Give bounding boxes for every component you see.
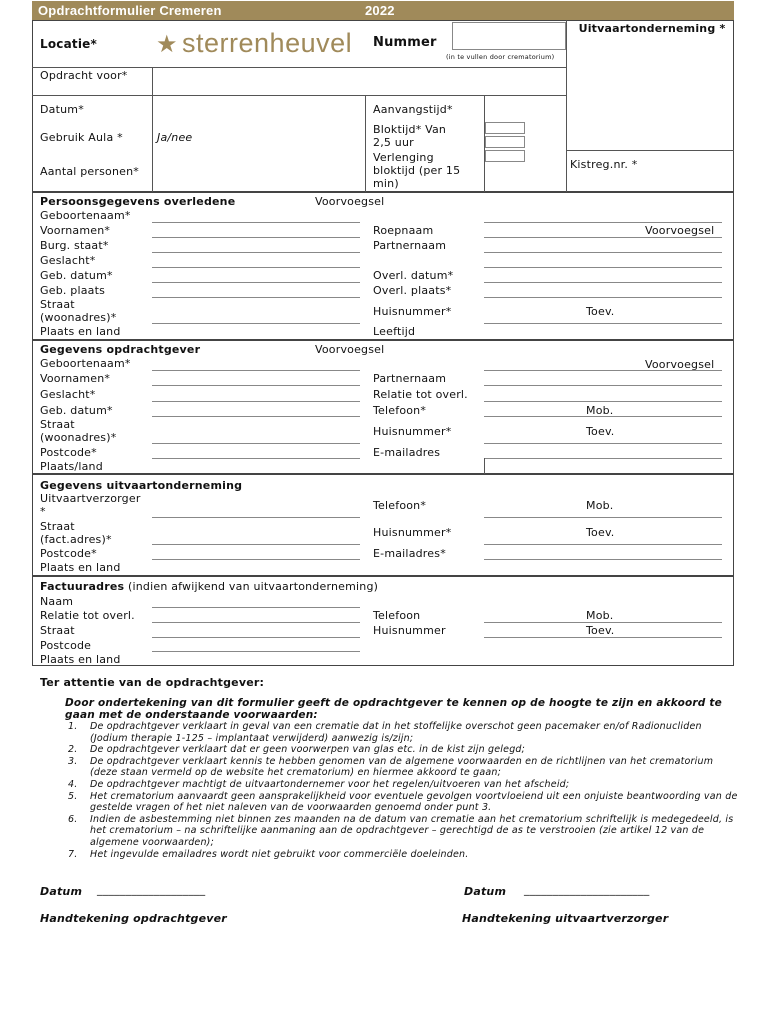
bloktijd-label: Bloktijd* Van 2,5 uur	[373, 123, 447, 149]
datum-right-label: Datum	[464, 885, 507, 898]
terms-item: 6. Indien de asbestemming niet binnen zes maanden na de datum van crematie aan het crematorium schriftelijk is medegedeeld, is het crematorium – na schriftelijke aanmaning aan de opdrachtgever – gerechtigd de as te verstrooien (zie artikel 12 van de algemene voorwaarden);	[68, 813, 734, 848]
voorvoegsel-label: Voorvoegsel	[315, 195, 385, 208]
voornamen-field[interactable]	[152, 237, 360, 238]
geboortenaam-field[interactable]	[152, 370, 360, 371]
overl-plaats-field[interactable]	[484, 297, 722, 298]
field-line[interactable]	[484, 222, 722, 223]
toev-label: Toev.	[586, 305, 615, 318]
postcode-label: Postcode	[40, 639, 92, 652]
postcode-field[interactable]	[152, 458, 360, 459]
datum-left-label: Datum	[40, 885, 83, 898]
handtekening-opdrachtgever[interactable]: Handtekening opdrachtgever	[40, 912, 227, 925]
huisnummer-label: Huisnummer*	[373, 425, 452, 438]
telefoon-field[interactable]	[484, 416, 722, 417]
opdracht-voor-label: Opdracht voor*	[40, 69, 128, 82]
straat-label: Straat (woonadres)*	[40, 418, 117, 444]
nummer-note: (in te vullen door crematorium)	[446, 53, 555, 61]
emailadres-field[interactable]	[484, 559, 722, 560]
field-line[interactable]	[484, 267, 722, 268]
geslacht-label: Geslacht*	[40, 388, 96, 401]
geb-datum-label: Geb. datum*	[40, 269, 113, 282]
mob-label: Mob.	[586, 609, 614, 622]
gebruik-aula-label: Gebruik Aula *	[40, 131, 123, 144]
uitvaartverzorger-label: Uitvaartverzorger *	[40, 492, 141, 518]
huisnummer-label: Huisnummer	[373, 624, 446, 637]
nummer-label: Nummer	[373, 35, 437, 50]
terms-item: 2. De opdrachtgever verklaart dat er geen voorwerpen van glas etc. in de kist zijn gelegd;	[68, 744, 526, 756]
burg-staat-field[interactable]	[152, 252, 360, 253]
terms-item: 3. De opdrachtgever verklaart kennis te hebben genomen van de algemene voorwaarden en de richtlijnen van het crematorium (deze staan vermeld op de website het crematorium) en hiermee akkoord te gaan;	[68, 755, 714, 779]
straat-label: Straat (woonadres)*	[40, 298, 117, 324]
telefoon-field[interactable]	[484, 622, 722, 623]
emailadres-field[interactable]	[484, 458, 722, 459]
terms-title: Ter attentie van de opdrachtgever:	[40, 676, 265, 689]
emailadres-label: E-mailadres	[373, 446, 441, 459]
mob-label: Mob.	[586, 499, 614, 512]
huisnummer-field[interactable]	[484, 637, 722, 638]
uitvaartonderneming-label: Uitvaartonderneming *	[578, 22, 726, 35]
huisnummer-field[interactable]	[484, 443, 722, 444]
partnernaam-label: Partnernaam	[373, 372, 447, 385]
terms-item: 4. De opdrachtgever machtigt de uitvaartondernemer voor het regelen/uitvoeren van het afscheid;	[68, 778, 570, 790]
geb-datum-field[interactable]	[152, 282, 360, 283]
voornamen-field[interactable]	[152, 385, 360, 386]
roepnaam-label: Roepnaam	[373, 224, 434, 237]
geboortenaam-label: Geboortenaam*	[40, 209, 131, 222]
verlenging-field[interactable]	[485, 150, 525, 162]
overl-plaats-label: Overl. plaats*	[373, 284, 452, 297]
naam-label: Naam	[40, 595, 74, 608]
straat-field[interactable]	[152, 637, 360, 638]
voornamen-label: Voornamen*	[40, 224, 111, 237]
straat-field[interactable]	[152, 544, 360, 545]
form-header-bar	[32, 1, 734, 20]
terms-list	[40, 721, 740, 860]
naam-field[interactable]	[152, 607, 360, 608]
geboortenaam-label: Geboortenaam*	[40, 357, 131, 370]
toev-label: Toev.	[586, 526, 615, 539]
bloktijd-field-2[interactable]	[485, 136, 525, 148]
plaats-land-label: Plaats en land	[40, 653, 121, 666]
huisnummer-field[interactable]	[484, 544, 722, 545]
sterrenheuvel-logo: ★ sterrenheuvel	[156, 28, 353, 58]
locatie-label: Locatie*	[40, 37, 97, 51]
form-title: Opdrachtformulier Cremeren	[38, 3, 222, 18]
plaats-land-label: Plaats en land	[40, 561, 121, 574]
star-icon: ★	[156, 31, 179, 58]
terms-item: 1. De opdrachtgever verklaart in geval van een crematie dat in het stoffelijke overschot geen pacemaker en/of Radionucliden (Jodium therapie 1-125 – implantaat verwijderd) aanwezig is/zijn;	[68, 721, 702, 744]
relatie-label: Relatie tot overl.	[373, 388, 468, 401]
voorvoegsel-label-2: Voorvoegsel	[645, 358, 715, 371]
geb-plaats-label: Geb. plaats	[40, 284, 106, 297]
straat-field[interactable]	[152, 443, 360, 444]
plaats-land-label: Plaats/land	[40, 460, 103, 473]
postcode-field[interactable]	[152, 651, 360, 652]
nummer-field[interactable]	[452, 22, 566, 50]
toev-label: Toev.	[586, 425, 615, 438]
bloktijd-field[interactable]	[485, 122, 525, 134]
aantal-personen-label: Aantal personen*	[40, 165, 139, 178]
mob-label: Mob.	[586, 404, 614, 417]
overl-datum-field[interactable]	[484, 282, 722, 283]
uitvaartverzorger-field[interactable]	[152, 517, 360, 518]
gebruik-aula-value[interactable]: Ja/nee	[157, 131, 193, 144]
opdrachtgever-title: Gegevens opdrachtgever	[40, 343, 201, 356]
geslacht-field[interactable]	[152, 401, 360, 402]
factuuradres-title: Factuuradres	[40, 580, 125, 593]
voorvoegsel-label-2: Voorvoegsel	[645, 224, 715, 237]
datum-right-line[interactable]: ______________________	[524, 883, 650, 896]
plaats-land-label: Plaats en land	[40, 325, 121, 338]
handtekening-uitvaartverzorger[interactable]: Handtekening uitvaartverzorger	[462, 912, 669, 925]
geslacht-field[interactable]	[152, 267, 360, 268]
uitvaartonderneming-title: Gegevens uitvaartonderneming	[40, 479, 243, 492]
relatie-field[interactable]	[484, 401, 722, 402]
roepnaam-field[interactable]	[484, 237, 722, 238]
leeftijd-label: Leeftijd	[373, 325, 416, 338]
straat-label: Straat	[40, 624, 75, 637]
huisnummer-label: Huisnummer*	[373, 526, 452, 539]
verlenging-label: Verlenging bloktijd (per 15 min)	[373, 151, 461, 190]
factuuradres-subtitle: (indien afwijkend van uitvaartonderneming)	[128, 580, 379, 593]
geb-datum-label: Geb. datum*	[40, 404, 113, 417]
field-line[interactable]	[484, 370, 722, 371]
telefoon-label: Telefoon	[373, 609, 421, 622]
overledene-title: Persoonsgegevens overledene	[40, 195, 236, 208]
straat-label: Straat (fact.adres)*	[40, 520, 112, 546]
partnernaam-label: Partnernaam	[373, 239, 447, 252]
opdracht-voor-field[interactable]	[153, 69, 566, 95]
straat-field[interactable]	[152, 323, 360, 324]
form-year: 2022	[365, 3, 395, 18]
datum-left-line[interactable]: ___________________	[97, 883, 206, 896]
geslacht-label: Geslacht*	[40, 254, 96, 267]
huisnummer-label: Huisnummer*	[373, 305, 452, 318]
partnernaam-field[interactable]	[484, 385, 722, 386]
telefoon-label: Telefoon*	[373, 404, 427, 417]
voorvoegsel-label: Voorvoegsel	[315, 343, 385, 356]
postcode-field[interactable]	[152, 559, 360, 560]
postcode-label: Postcode*	[40, 446, 97, 459]
voornamen-label: Voornamen*	[40, 372, 111, 385]
burg-staat-label: Burg. staat*	[40, 239, 109, 252]
terms-item: 5. Het crematorium aanvaardt geen aansprakelijkheid voor eventuele gevolgen voortvloeiend uit een onjuiste beantwoording van de gestelde vragen of het niet naleven van de voorwaarden genoemd onder punt 3.	[68, 790, 738, 814]
terms-intro: Door ondertekening van dit formulier geeft de opdrachtgever te kennen op de hoogte te zijn en akkoord te gaan met de onderstaande voorwaarden:	[65, 697, 722, 721]
datum-label: Datum*	[40, 103, 84, 116]
kistreg-label: Kistreg.nr. *	[570, 158, 638, 171]
telefoon-label: Telefoon*	[373, 499, 427, 512]
terms-block	[40, 676, 740, 860]
telefoon-field[interactable]	[484, 517, 722, 518]
huisnummer-field[interactable]	[484, 323, 722, 324]
geb-datum-field[interactable]	[152, 416, 360, 417]
geb-plaats-field[interactable]	[152, 297, 360, 298]
postcode-label: Postcode*	[40, 547, 97, 560]
overl-datum-label: Overl. datum*	[373, 269, 454, 282]
toev-label: Toev.	[586, 624, 615, 637]
geboortenaam-field[interactable]	[152, 222, 360, 223]
relatie-label: Relatie tot overl.	[40, 609, 135, 622]
aanvangstijd-label: Aanvangstijd*	[373, 103, 453, 116]
partnernaam-field[interactable]	[484, 252, 722, 253]
terms-item: 7. Het ingevulde emailadres wordt niet gebruikt voor commerciële doeleinden.	[68, 848, 469, 860]
emailadres-label: E-mailadres*	[373, 547, 446, 560]
relatie-field[interactable]	[152, 622, 360, 623]
